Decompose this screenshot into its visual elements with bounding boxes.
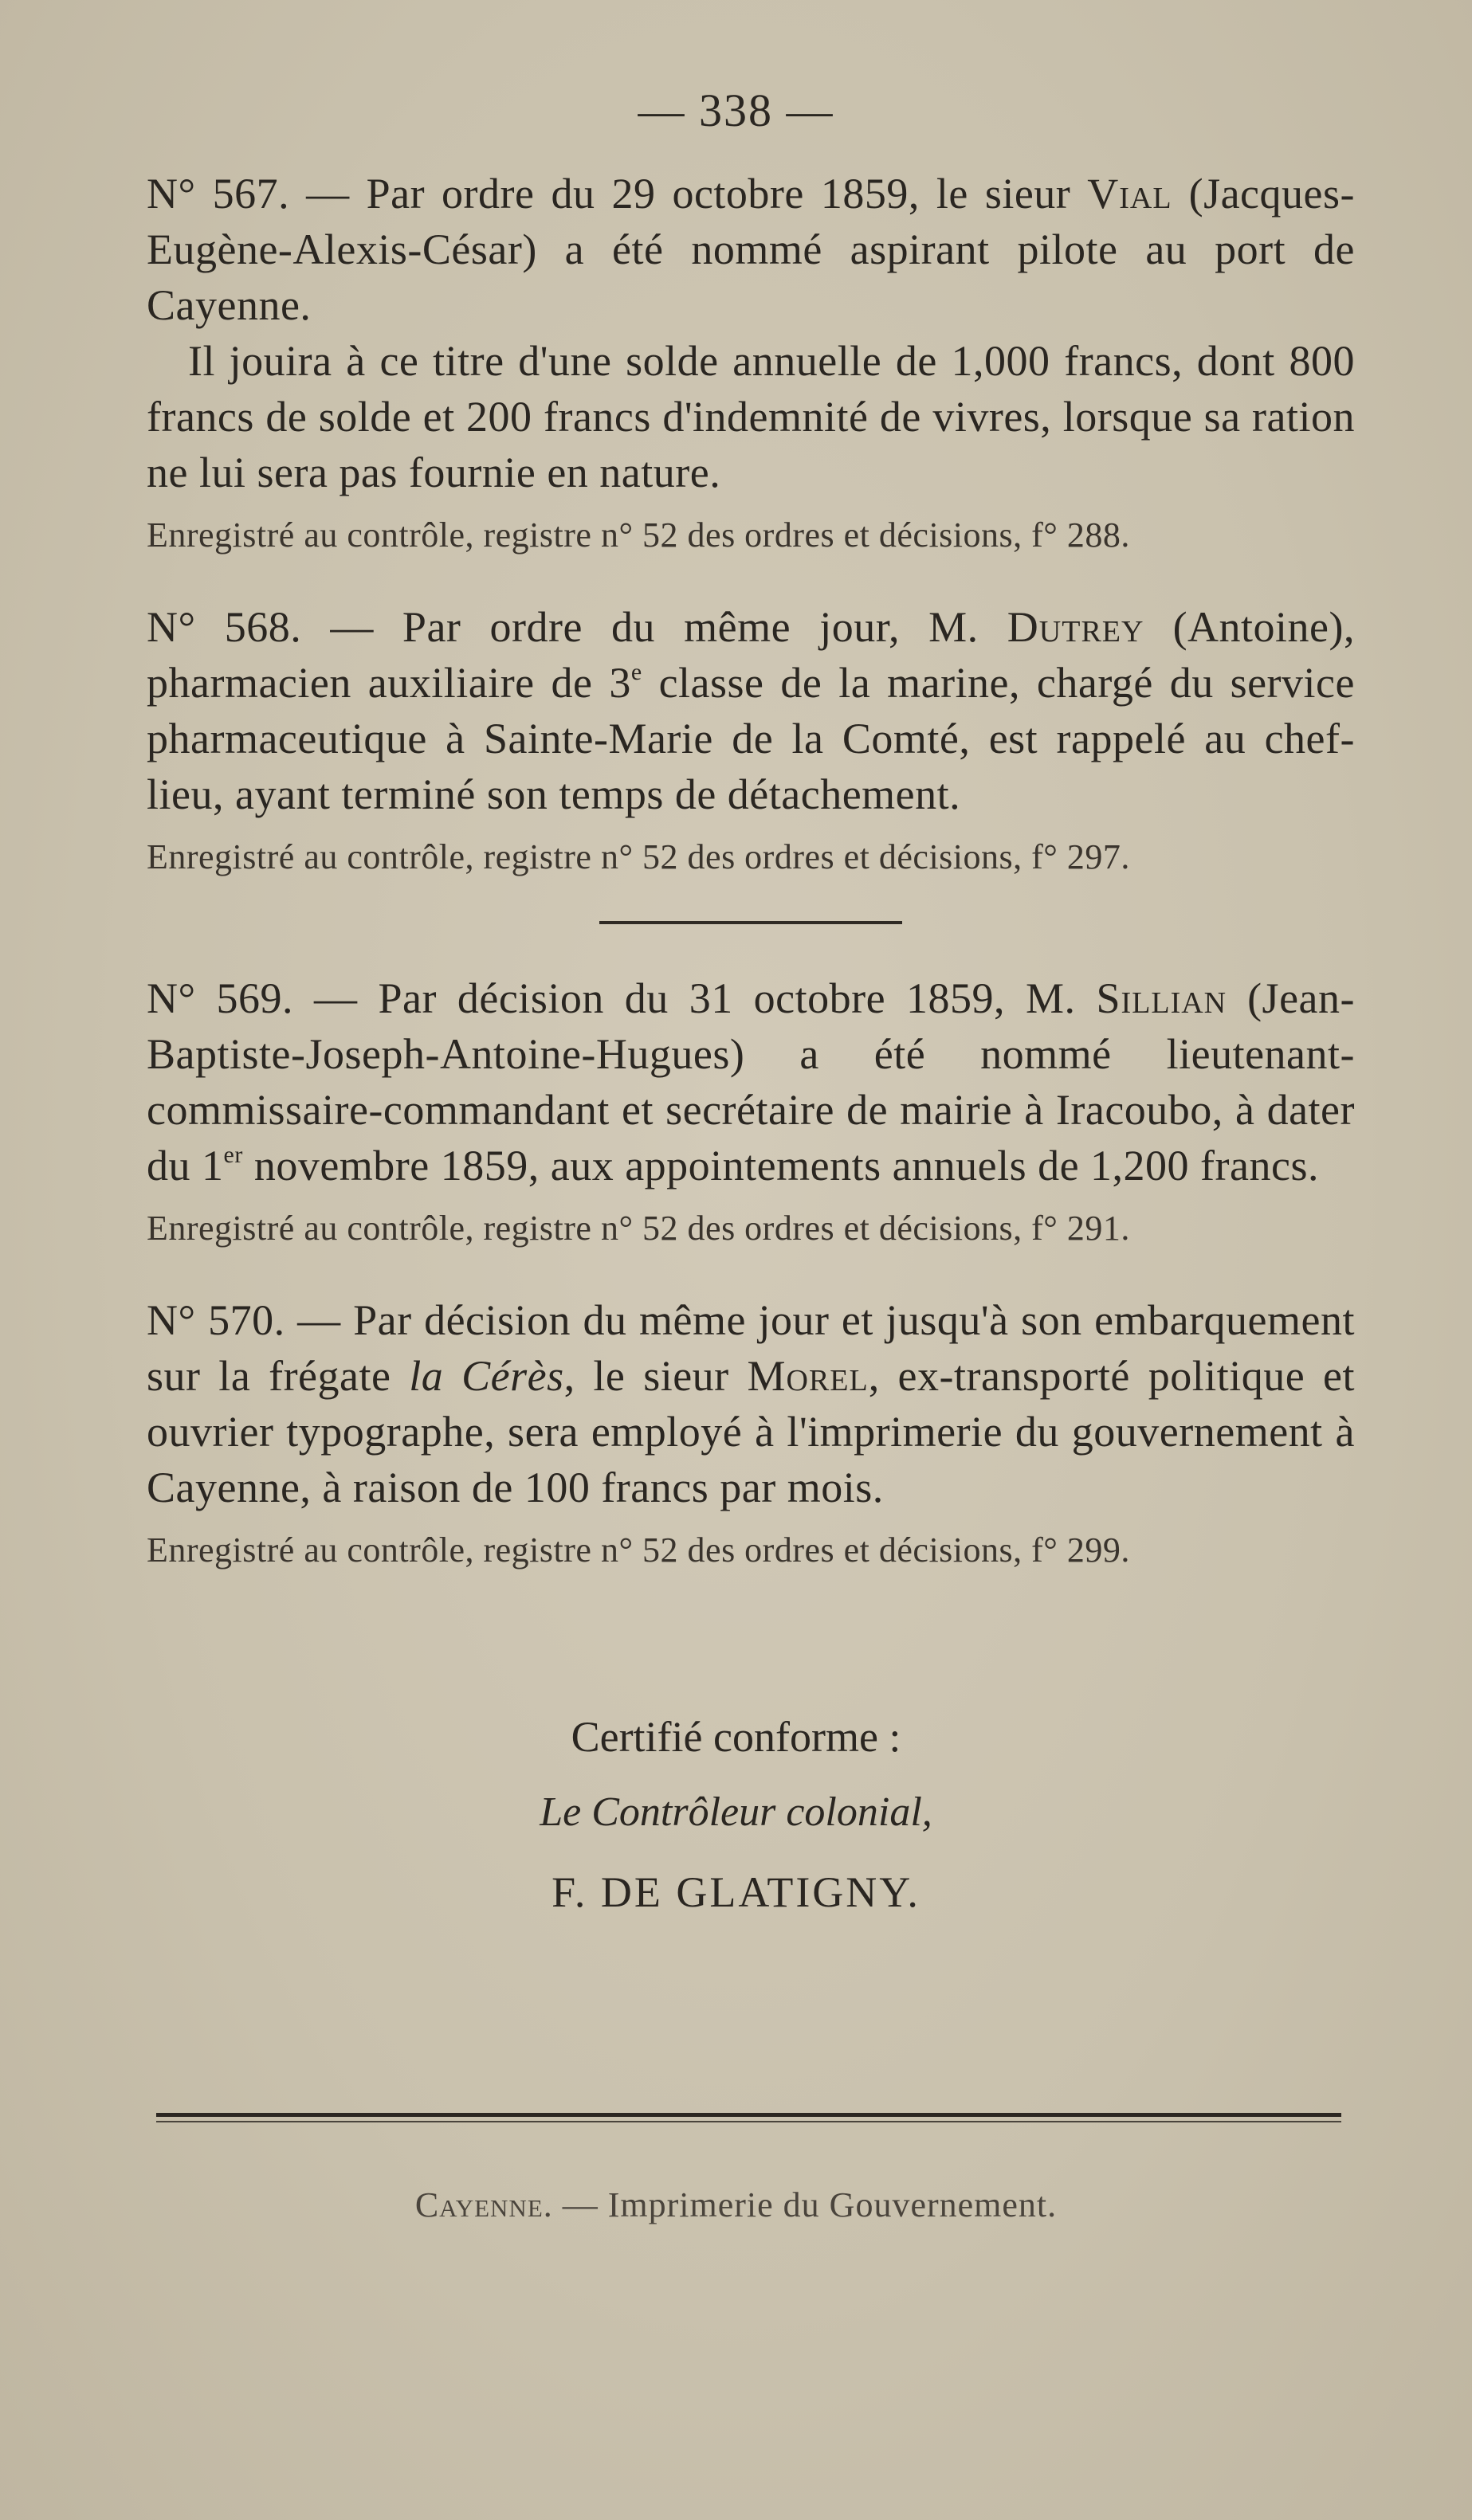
- entry-567-rest: (Jacques-Eugène-Alexis-César) a été nommé aspirant pilote au port de Cayenne.: [147, 170, 1355, 329]
- entry-567-text: [147, 166, 1355, 333]
- entry-569-lead: N° 569. — Par décision du 31 octobre 1859, M.: [147, 974, 1097, 1022]
- certification-block: [0, 1705, 1472, 1928]
- entry-568-sup: e: [630, 659, 642, 685]
- footer-rule-thick: [156, 2113, 1341, 2117]
- printer-imprint: [0, 2185, 1472, 2225]
- entry-570-name: Morel: [747, 1352, 869, 1400]
- entry-568-rest-pre: (Antoine), pharmacien auxiliaire de 3: [147, 603, 1355, 707]
- entry-569: [147, 970, 1355, 1252]
- entry-570-text: [147, 1292, 1355, 1515]
- entry-569-rest-pre: (Jean-Baptiste-Joseph-Antoine-Hugues) a été nommé lieutenant-commissaire-commandant et secrétaire de mairie à Iracoubo, à dater du 1: [147, 974, 1355, 1189]
- entry-567-lead: N° 567. — Par ordre du 29 octobre 1859, le sieur: [147, 170, 1088, 218]
- certification-title: Le Contrôleur colonial,: [540, 1789, 932, 1835]
- entry-570-ship: la Cérès: [409, 1352, 564, 1400]
- page-number: — 338 —: [638, 84, 834, 136]
- document-body: [147, 166, 1355, 1614]
- entry-567-second-para: Il jouira à ce titre d'une solde annuelle de 1,000 francs, dont 800 francs de solde et 200 francs d'indemnité de vivres, lorsque sa ration ne lui sera pas fournie en nature.: [147, 337, 1355, 496]
- entry-567-name: Vial: [1087, 170, 1172, 218]
- certification-signatory: F. DE GLATIGNY.: [552, 1868, 920, 1916]
- entry-568: [147, 599, 1355, 881]
- entry-569-rest-post: novembre 1859, aux appointements annuels de 1,200 francs.: [242, 1142, 1319, 1189]
- entry-567-registration: Enregistré au contrôle, registre n° 52 des ordres et décisions, f° 288.: [147, 515, 1130, 555]
- entry-570-lead: N° 570. — Par décision du même jour et jusqu'à son embarquement sur la frégate: [147, 1296, 1355, 1400]
- entry-570-rest: , ex-transporté politique et ouvrier typographe, sera employé à l'imprimerie du gouvernement à Cayenne, à raison de 100 francs par mois.: [147, 1352, 1355, 1511]
- entry-568-lead: N° 568. — Par ordre du même jour, M.: [147, 603, 1007, 651]
- imprint-city: Cayenne: [414, 2185, 544, 2224]
- entry-570: [147, 1292, 1355, 1574]
- entry-570-mid: , le sieur: [563, 1352, 748, 1400]
- entry-569-sup: er: [223, 1142, 243, 1168]
- entry-568-registration: Enregistré au contrôle, registre n° 52 des ordres et décisions, f° 297.: [147, 837, 1130, 876]
- certification-line1: Certifié conforme :: [571, 1713, 901, 1761]
- footer-rule-thin: [156, 2121, 1341, 2122]
- entry-569-text: [147, 970, 1355, 1193]
- entry-569-registration: Enregistré au contrôle, registre n° 52 des ordres et décisions, f° 291.: [147, 1209, 1130, 1248]
- entry-568-rest-post: classe de la marine, chargé du service pharmaceutique à Sainte-Marie de la Comté, est rappelé au chef-lieu, ayant terminé son temps de détachement.: [147, 659, 1355, 818]
- entry-568-text: [147, 599, 1355, 822]
- entry-569-name: Sillian: [1096, 974, 1227, 1022]
- entry-570-registration: Enregistré au contrôle, registre n° 52 des ordres et décisions, f° 299.: [147, 1530, 1130, 1570]
- section-separator: [599, 921, 902, 924]
- entry-568-name: Dutrey: [1007, 603, 1144, 651]
- imprint-rest: . — Imprimerie du Gouvernement.: [543, 2185, 1058, 2224]
- entry-567: [147, 166, 1355, 559]
